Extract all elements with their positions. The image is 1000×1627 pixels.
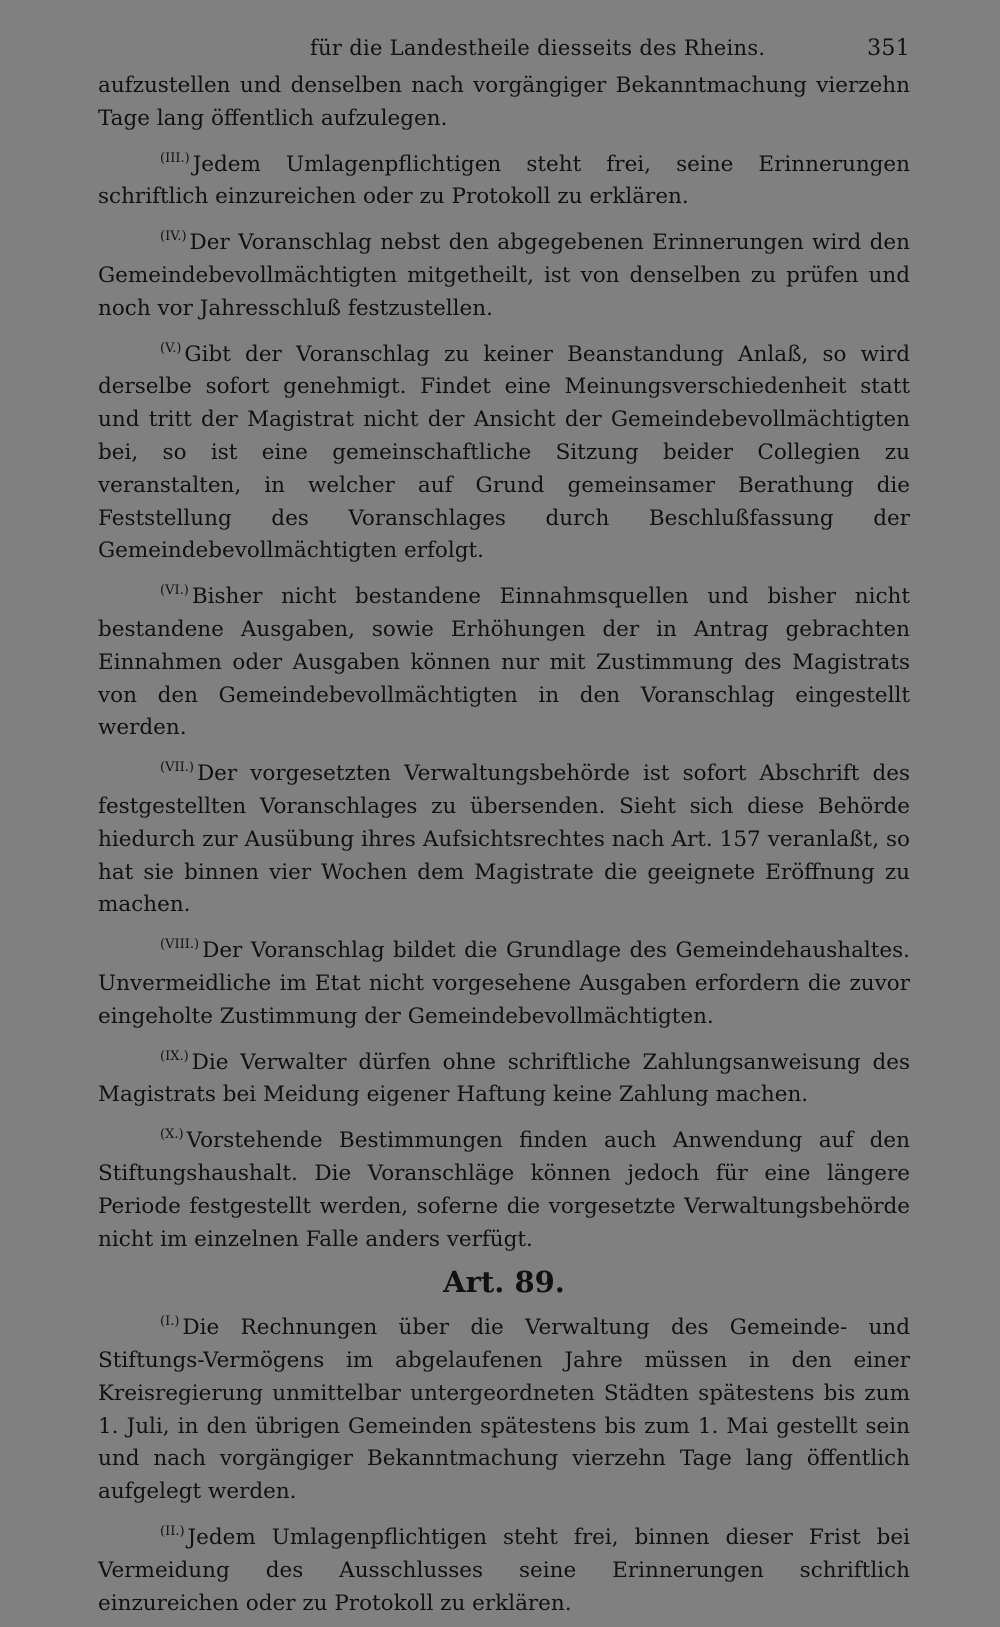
paragraph-marker: (X.) xyxy=(160,1127,184,1143)
paragraph-text: Gibt der Voranschlag zu keiner Beanstandung Anlaß, so wird derselbe sofort genehmigt. Findet eine Meinungsverschiedenheit statt und tritt der Magistrat nicht der Ansicht der Gemeindebevollmächtigten bei, so ist eine gemeinschaftliche Sitzung beider Collegien zu veranstalten, in welcher auf Grund gemeinsamer Berathung die Feststellung des Voranschlages durch Beschlußfassung der Gemeindebevollmächtigten erfolgt. xyxy=(98,341,910,564)
paragraph-x xyxy=(98,1119,910,1256)
paragraph-marker: (IX.) xyxy=(160,1048,189,1064)
paragraph-text: Bisher nicht bestandene Einnahmsquellen und bisher nicht bestandene Ausgaben, sowie Erhöhungen der in Antrag gebrachten Einnahmen oder Ausgaben können nur mit Zustimmung des Magistrats von den Gemeindebevollmächtigten in den Voranschlag eingestellt werden. xyxy=(98,584,910,741)
paragraph-marker: (III.) xyxy=(160,150,190,166)
paragraph-marker: (V.) xyxy=(160,340,182,356)
page-number: 351 xyxy=(867,36,910,61)
section-after xyxy=(98,1306,910,1620)
paragraph-ix xyxy=(98,1041,910,1113)
paragraph-marker: (IV.) xyxy=(160,229,187,245)
paragraph-text: Vorstehende Bestimmungen finden auch Anwendung auf den Stiftungshaushalt. Die Voranschläge können jedoch für eine längere Periode festgestellt werden, soferne die vorgesetzte Verwaltungsbehörde nicht im einzelnen Falle anders verfügt. xyxy=(98,1128,910,1252)
paragraph-marker: (VI.) xyxy=(160,583,189,599)
running-header xyxy=(98,30,910,70)
paragraph-iv xyxy=(98,221,910,325)
section-before xyxy=(98,70,910,1256)
paragraph-text: Jedem Umlagenpflichtigen steht frei, seine Erinnerungen schriftlich einzureichen oder zu Protokoll zu erklären. xyxy=(98,151,910,210)
paragraph-vi xyxy=(98,575,910,745)
paragraph-text: Die Rechnungen über die Verwaltung des Gemeinde- und Stiftungs-Vermögens im abgelaufenen Jahre müssen in den einer Kreisregierung unmittelbar untergeordneten Städten spätestens bis zum 1. Juli, in den übrigen Gemeinden spätestens bis zum 1. Mai gestellt sein und nach vorgängiger Bekanntmachung vierzehn Tage lang öffentlich aufgelegt werden. xyxy=(98,1315,910,1505)
paragraph-ii xyxy=(98,1516,910,1620)
article-heading: Art. 89. xyxy=(443,1265,565,1300)
paragraph-marker: (II.) xyxy=(160,1524,185,1540)
paragraph-text: Der vorgesetzten Verwaltungsbehörde ist sofort Abschrift des festgestellten Voranschlages zu übersenden. Sieht sich diese Behörde hiedurch zur Ausübung ihres Aufsichtsrechtes nach Art. 157 veranlaßt, so hat sie binnen vier Wochen dem Magistrate die geeignete Eröffnung zu machen. xyxy=(98,761,910,918)
paragraph-continuation xyxy=(98,70,910,136)
paragraph-text: Jedem Umlagenpflichtigen steht frei, binnen dieser Frist bei Vermeidung des Ausschlusses seine Erinnerungen schriftlich einzureichen oder zu Protokoll zu erklären. xyxy=(98,1525,910,1616)
paragraph-text: Der Voranschlag nebst den abgegebenen Erinnerungen wird den Gemeindebevollmächtigten mitgetheilt, ist von denselben zu prüfen und noch vor Jahresschluß festzustellen. xyxy=(98,230,910,321)
paragraph-v xyxy=(98,333,910,569)
paragraph-vii xyxy=(98,752,910,922)
paragraph-text: Der Voranschlag bildet die Grundlage des Gemeindehaushaltes. Unvermeidliche im Etat nicht vorgesehene Ausgaben erfordern die zuvor eingeholte Zustimmung der Gemeindebevollmächtigten. xyxy=(98,938,910,1029)
paragraph-text: Die Verwalter dürfen ohne schriftliche Zahlungsanweisung des Magistrats bei Meidung eigener Haftung keine Zahlung machen. xyxy=(98,1049,910,1108)
paragraph-viii xyxy=(98,929,910,1033)
document-page xyxy=(98,30,910,1627)
paragraph-marker: (VIII.) xyxy=(160,937,200,953)
paragraph-text: aufzustellen und denselben nach vorgängiger Bekanntmachung vierzehn Tage lang öffentlich aufzulegen. xyxy=(98,73,910,131)
paragraph-iii xyxy=(98,143,910,215)
paragraph-i xyxy=(98,1306,910,1509)
paragraph-marker: (VII.) xyxy=(160,760,194,776)
paragraph-marker: (I.) xyxy=(160,1314,180,1330)
running-title: für die Landestheile diesseits des Rheins. xyxy=(310,36,766,60)
